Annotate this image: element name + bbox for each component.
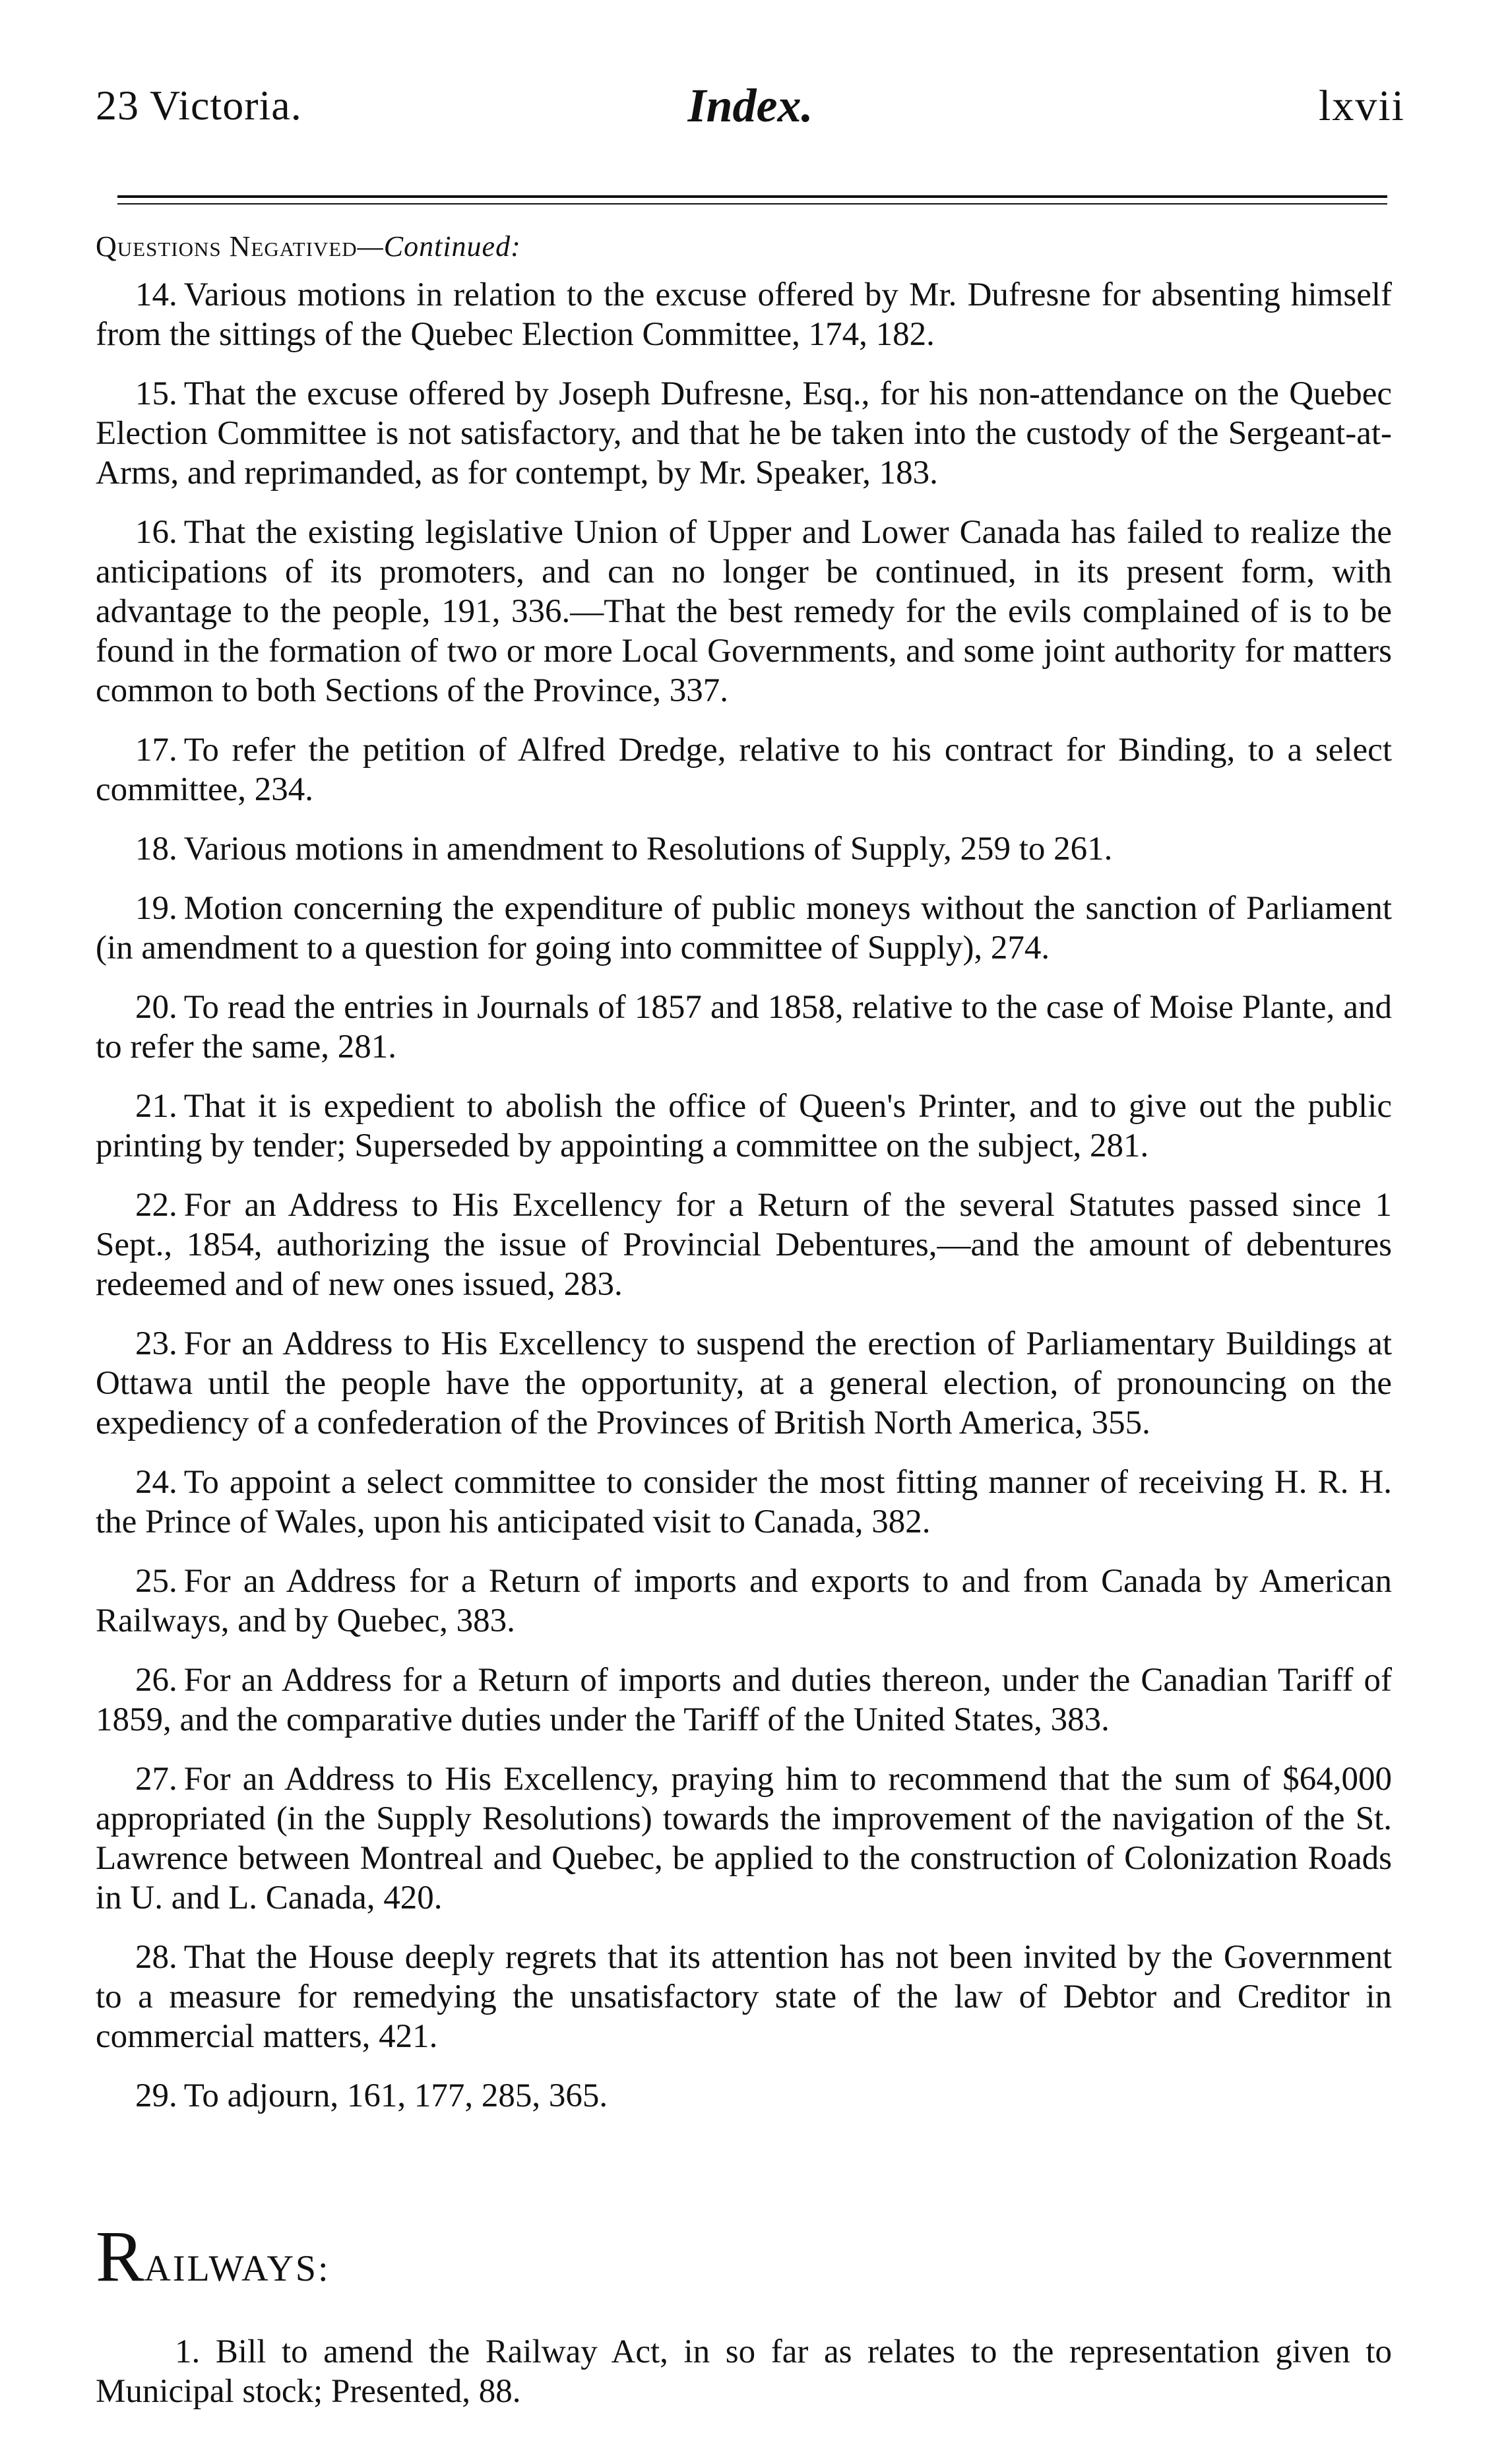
index-entry [96,275,1392,354]
index-entry [96,988,1392,1067]
entry-text: For an Address for a Return of imports and exports to and from Canada by American Railways, and by Quebec, 383. [96,1563,1392,1639]
entry-number: 17. [135,732,177,769]
entry-text: For an Address to His Excellency, praying him to recommend that the sum of $64,000 appropriated (in the Supply Resolutions) towards the improvement of the navigation of the St. Lawrence between Montreal and Quebec, be applied to the construction of Colonization Roads in U. and L. Canada, 420. [96,1761,1392,1916]
entry-text: That it is expedient to abolish the office of Queen's Printer, and to give out the public printing by tender; Superseded by appointing a committee on the subject, 281. [96,1088,1392,1164]
entry-list [96,275,1392,2116]
index-entry [96,1463,1392,1542]
index-entry [96,1562,1392,1641]
page-title: Index. [687,79,813,132]
header-rule [117,195,1387,205]
index-entry [96,1324,1392,1443]
entry-number: 29. [135,2077,177,2114]
railways-heading [96,2215,1392,2298]
index-entry [96,374,1392,493]
index-entry [96,889,1392,968]
index-entry [96,1087,1392,1166]
railways-entry [96,2332,1392,2411]
section-heading [96,230,1392,263]
index-entry [96,730,1392,809]
section-title: Questions Negatived [96,230,358,263]
index-entry [96,1660,1392,1740]
entry-text: That the existing legislative Union of Upper and Lower Canada has failed to realize the anticipations of its promoters, and can no longer be continued, in its present form, with advantage to the people, 191, 336.—That the best remedy for the evils complained of is to be found in the formation of two or more Local Governments, and some joint authority for matters common to both Sections of the Province, 337. [96,514,1392,709]
railways-title: AILWAYS: [144,2248,330,2289]
railways-initial: R [96,2216,144,2296]
page-number: lxvii [1318,82,1405,130]
entry-text: For an Address for a Return of imports and duties thereon, under the Canadian Tariff of 1859, and the comparative duties under the Tariff of the United States, 383. [96,1662,1392,1738]
entry-number: 20. [135,989,177,1026]
index-entry [96,1938,1392,2056]
entry-text: Various motions in relation to the excuse offered by Mr. Dufresne for absenting himself from the sittings of the Quebec Election Committee, 174, 182. [96,276,1392,353]
entry-number: 23. [135,1325,177,1362]
index-entry [96,513,1392,711]
index-entry [96,1759,1392,1918]
entry-text: To appoint a select committee to consider the most fitting manner of receiving H. R. H. the Prince of Wales, upon his anticipated visit to Canada, 382. [96,1464,1392,1540]
entry-number: 25. [135,1563,177,1600]
entry-number: 22. [135,1187,177,1224]
entry-number: 18. [135,831,177,868]
entry-text: Various motions in amendment to Resolutions of Supply, 259 to 261. [183,831,1113,868]
entry-text: Bill to amend the Railway Act, in so far as relates to the representation given to Municipal stock; Presented, 88. [96,2333,1393,2410]
entry-number: 1. [175,2333,201,2370]
entry-text: For an Address to His Excellency to suspend the erection of Parliamentary Buildings at Ottawa until the people have the opportunity, at a general election, of pronouncing on the expediency of a confederation of the Provinces of British North America, 355. [96,1325,1392,1441]
entry-text: That the House deeply regrets that its attention has not been invited by the Government to a measure for remedying the unsatisfactory state of the law of Debtor and Creditor in commercial matters, 421. [96,1939,1392,2055]
entry-number: 16. [135,514,177,551]
regnal-year: 23 Victoria. [96,82,302,129]
entry-number: 19. [135,890,177,927]
entry-number: 27. [135,1761,177,1798]
entry-text: To refer the petition of Alfred Dredge, relative to his contract for Binding, to a select committee, 234. [96,732,1392,808]
entry-text: Motion concerning the expenditure of public moneys without the sanction of Parliament (in amendment to a question for going into committee of Supply), 274. [96,890,1392,966]
running-head [96,69,1405,142]
entry-text: For an Address to His Excellency for a Return of the several Statutes passed since 1 Sept., 1854, authorizing the issue of Provincial Debentures,—and the amount of debentures redeemed and of new ones issued, 283. [96,1187,1392,1303]
index-entry [96,1185,1392,1304]
entry-number: 21. [135,1088,177,1125]
entry-number: 14. [135,276,177,313]
index-entry [96,2076,1392,2116]
index-content [96,230,1392,2445]
entry-number: 24. [135,1464,177,1501]
entry-number: 26. [135,1662,177,1699]
section-continued: —Continued: [357,230,521,263]
entry-text: To adjourn, 161, 177, 285, 365. [183,2077,608,2114]
index-entry [96,829,1392,869]
entry-number: 28. [135,1939,177,1976]
entry-text: That the excuse offered by Joseph Dufresne, Esq., for his non-attendance on the Quebec Election Committee is not satisfactory, and that he be taken into the custody of the Sergeant-at-Arms, and reprimanded, as for contempt, by Mr. Speaker, 183. [96,375,1392,491]
entry-number: 15. [135,375,177,412]
entry-text: To read the entries in Journals of 1857 and 1858, relative to the case of Moise Plante, and to refer the same, 281. [96,989,1392,1065]
